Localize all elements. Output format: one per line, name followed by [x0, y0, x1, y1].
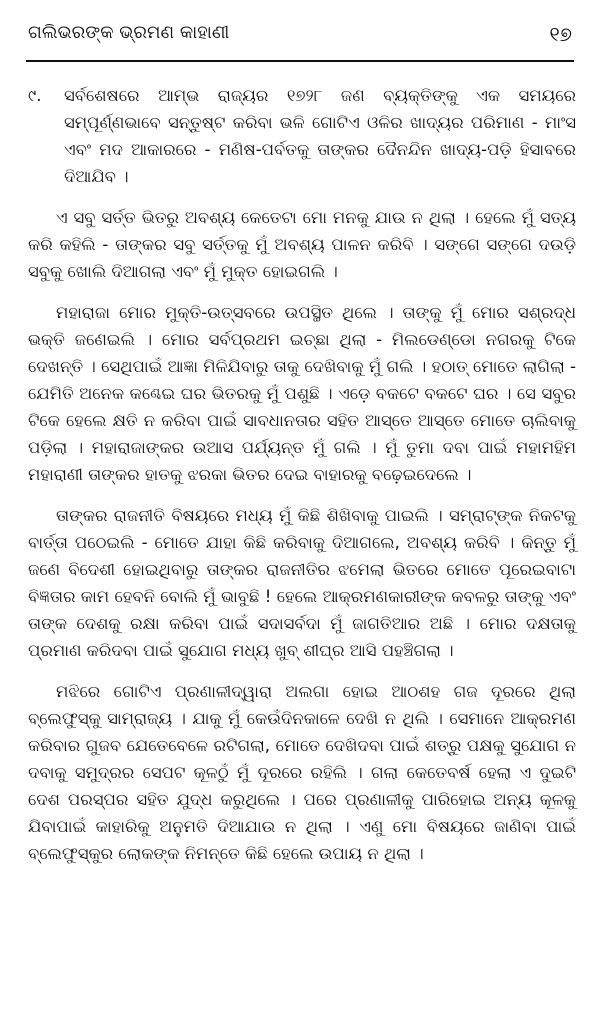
header-rule [26, 60, 574, 62]
item-text: ସର୍ବଶେଷରେ ଆମ୍ଭ ରାଜ୍ୟର ୧୭୨୮ ଜଣ ବ୍ୟକ୍ତିଙ୍କୁ ଏକ ସମୟରେ ସମ୍ପୂର୍ଣ୍ଣଭାବେ ସନ୍ତୁଷ୍ଟ କରିବା ଭଳି ଗୋଟିଏ ଓଳିର ଖାଦ୍ୟର ପରିମାଣ - ମାଂସ ଏବଂ ମଦ ଆକାରରେ - ମଣିଷ-ପର୍ବତକୁ ତାଙ୍କର ଦୈନନ୍ଦିନ ଖାଦ୍ୟ-ପଡ଼ି ହିସାବରେ ଦିଆଯିବ । [64, 86, 576, 186]
page-body [28, 82, 576, 881]
book-title: ଗଲିଭରଙ୍କ ଭ୍ରମଣ କାହାଣୀ [28, 22, 230, 43]
page-header [28, 22, 572, 52]
paragraph: ତାଙ୍କର ରାଜନୀତି ବିଷୟରେ ମଧ୍ୟ ମୁଁ କିଛି ଶିଖିବାକୁ ପାଇଲି । ସମ୍ରାଟ୍ଙ୍କ ନିକଟକୁ ବାର୍ତ୍ତା ପଠେଇଲି - ମୋତେ ଯାହା କିଛି କରିବାକୁ ଦିଆଗଲେ, ଅବଶ୍ୟ କରିବି । କିନ୍ତୁ ମୁଁ ଜଣେ ବିଦେଶୀ ହୋଇଥିବାରୁ ତାଙ୍କର ରାଜନୀତିର ଝମେଲା ଭିତରେ ମୋତେ ପୂରେଇବାଟା ବିଜ୍ଞତାର କାମ ହେବନି ବୋଲି ମୁଁ ଭାବୁଛି ! ହେଲେ ଆକ୍ରମଣକାରୀଙ୍କ କବଳରୁ ତାଙ୍କୁ ଏବଂ ତାଙ୍କ ଦେଶକୁ ରକ୍ଷା କରିବା ପାଇଁ ସଦାସର୍ବଦା ମୁଁ ଜାଗତିଆର ଅଛି । ମୋର ଦକ୍ଷତାକୁ ପ୍ରମାଣ କରିଦବା ପାଇଁ ସୁଯୋଗ ମଧ୍ୟ ଖୁବ୍ ଶୀଘ୍ର ଆସି ପହଞ୍ଚିଗଲା । [28, 506, 576, 660]
numbered-item [28, 82, 576, 190]
paragraph: ମହାରାଜା ମୋର ମୁକ୍ତି-ଉତ୍ସବରେ ଉପସ୍ଥିତ ଥିଲେ । ତାଙ୍କୁ ମୁଁ ମୋର ସଶ୍ରଦ୍ଧ ଭକ୍ତି ଜଣେଇଲି । ମୋର ସର୍ବପ୍ରଥମ ଇଚ୍ଛା ଥିଲା - ମିଲଡେଣ୍ଡୋ ନଗରକୁ ଟିକେ ଦେଖନ୍ତି । ସେଥିପାଇଁ ଆଜ୍ଞା ମିଳିଯିବାରୁ ତାକୁ ଦେଖିବାକୁ ମୁଁ ଗଲି । ହଠାତ୍ ମୋତେ ଲାଗିଲା - ଯେମିତି ଅନେକ କଣ୍ଢେଇ ଘର ଭିତରକୁ ମୁଁ ପଶୁଛି । ଏଡ଼େ ବକଟେ ବକଟେ ଘର । ସେ ସବୁର ଟିକେ ହେଲେ କ୍ଷତି ନ କରିବା ପାଇଁ ସାବଧାନତାର ସହିତ ଆସ୍ତେ ଆସ୍ତେ ମୋତେ ଚାଲିବାକୁ ପଡ଼ିଲା । ମହାରାଜାଙ୍କର ଉଆସ ପର୍ଯ୍ୟନ୍ତ ମୁଁ ଗଲି । ମୁଁ ତୁମା ଦବା ପାଇଁ ମହାମହିମ ମହାରାଣୀ ତାଙ୍କର ହାତକୁ ଝରକା ଭିତର ଦେଇ ବାହାରକୁ ବଢ଼େଇଦେଲେ । [28, 303, 576, 484]
page-number: ୧୭ [549, 22, 572, 46]
item-number: ୯. [28, 86, 42, 105]
paragraph: ଏ ସବୁ ସର୍ତ୍ତ ଭିତରୁ ଅବଶ୍ୟ କେତେଟା ମୋ ମନକୁ ଯାଉ ନ ଥିଲା । ହେଲେ ମୁଁ ସତ୍ୟ କରି କହିଲି - ତାଙ୍କର ସବୁ ସର୍ତ୍ତକୁ ମୁଁ ଅବଶ୍ୟ ପାଳନ କରିବି । ସଙ୍ଗେ ସଙ୍ଗେ ଦଉଡ଼ି ସବୁକୁ ଖୋଲି ଦିଆଗଲା ଏବଂ ମୁଁ ମୁକ୍ତ ହୋଇଗଲି । [28, 208, 576, 281]
paragraph: ମଝିରେ ଗୋଟିଏ ପ୍ରଣାଳୀଦ୍ୱାରା ଅଲଗା ହୋଇ ଆଠଶହ ଗଜ ଦୂରରେ ଥିଲା ବ୍ଲେଫୁସ୍କୁ ସାମ୍ରାଜ୍ୟ । ଯାକୁ ମୁଁ କେଉଁଦିନକାଳେ ଦେଖି ନ ଥିଲି । ସେମାନେ ଆକ୍ରମଣ କରିବାର ଗୁଜବ ଯେତେବେଳେ ରଟିଗଲା, ମୋତେ ଦେଖିଦବା ପାଇଁ ଶତ୍ରୁ ପକ୍ଷକୁ ସୁଯୋଗ ନ ଦବାକୁ ସମୁଦ୍ରର ସେପଟ କୂଳଠୁଁ ମୁଁ ଦୂରରେ ରହିଲି । ଗଲା କେତେବର୍ଷ ହେଲା ଏ ଦୁଇଟି ଦେଶ ପରସ୍ପର ସହିତ ଯୁଦ୍ଧ କରୁଥିଲେ । ପରେ ପ୍ରଣାଳୀକୁ ପାରିହୋଇ ଅନ୍ୟ କୂଳକୁ ଯିବାପାଇଁ କାହାରିକୁ ଅନୁମତି ଦିଆଯାଉ ନ ଥିଲା । ଏଣୁ ମୋ ବିଷୟରେ ଜାଣିବା ପାଇଁ ବ୍ଲେଫୁସ୍କୁର ଲୋକଙ୍କ ନିମନ୍ତେ କିଛି ହେଲେ ଉପାୟ ନ ଥିଲା । [28, 682, 576, 863]
